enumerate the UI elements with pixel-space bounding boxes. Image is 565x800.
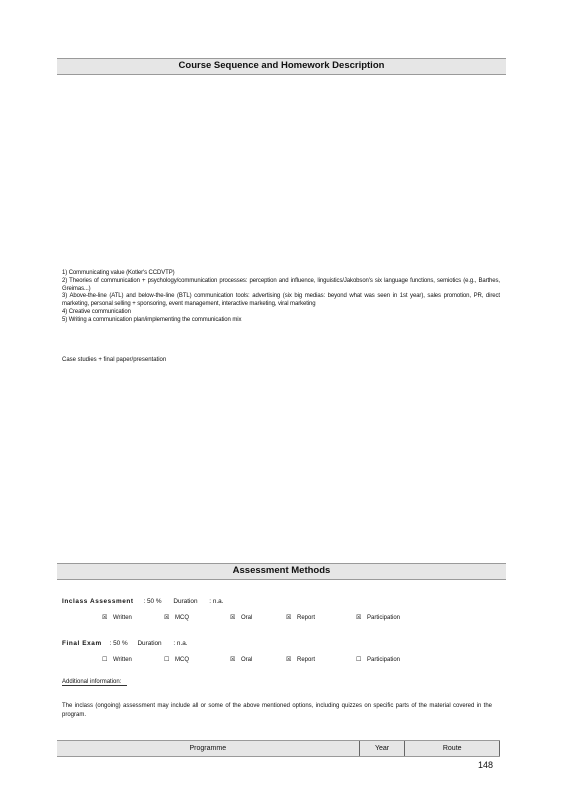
list-item: 1) Communicating value (Kotler's CCDVTP) — [62, 270, 175, 276]
option-label: Participation — [367, 615, 401, 621]
option-label: Participation — [367, 657, 401, 663]
option-label: Report — [297, 615, 316, 621]
course-sequence-list — [62, 270, 500, 325]
option-label: Written — [113, 615, 132, 621]
additional-information-label: Additional information: — [62, 679, 127, 686]
inclass-assessment-line — [62, 598, 224, 605]
final-option-participation[interactable] — [356, 656, 400, 663]
checkbox-checked-icon: ☒ — [164, 615, 170, 621]
option-label: Report — [297, 657, 316, 663]
option-label: MCQ — [175, 615, 189, 621]
final-exam-line — [62, 640, 188, 647]
checkbox-unchecked-icon: ☐ — [164, 657, 170, 663]
final-exam-percent: : 50 % — [109, 640, 128, 647]
final-exam-duration-value: : n.a. — [173, 640, 188, 647]
checkbox-checked-icon: ☒ — [356, 615, 362, 621]
option-label: Oral — [241, 615, 253, 621]
option-label: Oral — [241, 657, 253, 663]
checkbox-checked-icon: ☒ — [286, 657, 292, 663]
year-column-header: Year — [360, 741, 406, 756]
final-option-oral[interactable] — [230, 656, 252, 663]
additional-information-text: The inclass (ongoing) assessment may include all or some of the above mentioned options, including quizzes on specific parts of the material covered in the program. — [62, 703, 492, 718]
option-label: Written — [113, 657, 132, 663]
inclass-option-participation[interactable] — [356, 614, 400, 621]
inclass-duration-value: : n.a. — [209, 598, 224, 605]
checkbox-checked-icon: ☒ — [286, 615, 292, 621]
final-option-written[interactable] — [102, 656, 132, 663]
programme-table-header — [57, 740, 500, 757]
list-item: 4) Creative communication — [62, 308, 131, 315]
final-exam-label: Final Exam — [62, 640, 102, 647]
checkbox-unchecked-icon: ☐ — [102, 657, 108, 663]
final-exam-duration-label: Duration — [137, 640, 162, 647]
inclass-option-oral[interactable] — [230, 614, 252, 621]
list-item: 2) Theories of communication + psychology/communication processes: perception and influence, linguistics/Jakobson's six language functions, semiotics (e.g., Barthes, Greimas...) — [62, 277, 500, 292]
inclass-option-written[interactable] — [102, 614, 132, 621]
inclass-duration-label: Duration — [173, 598, 198, 605]
checkbox-checked-icon: ☒ — [230, 615, 236, 621]
case-studies-text: Case studies + final paper/presentation — [62, 357, 167, 363]
checkbox-unchecked-icon: ☐ — [356, 657, 362, 663]
checkbox-checked-icon: ☒ — [102, 615, 108, 621]
inclass-label: Inclass Assessment — [62, 598, 134, 605]
checkbox-checked-icon: ☒ — [230, 657, 236, 663]
page-number: 148 — [478, 760, 494, 770]
inclass-percent: : 50 % — [143, 598, 162, 605]
inclass-option-mcq[interactable] — [164, 614, 189, 621]
final-option-mcq[interactable] — [164, 656, 189, 663]
list-item: 3) Above-the-line (ATL) and below-the-line (BTL) communication tools: advertising (six big medias: beyond what was seen in 1st year), sales promotion, PR, direct marketing, personal selling + sponsoring, event management, interactive marketing, viral marketing — [62, 293, 500, 308]
option-label: MCQ — [175, 657, 189, 663]
assessment-methods-header: Assessment Methods — [57, 563, 506, 580]
course-sequence-header: Course Sequence and Homework Description — [57, 58, 506, 75]
final-option-report[interactable] — [286, 656, 315, 663]
programme-column-header: Programme — [57, 741, 360, 756]
inclass-option-report[interactable] — [286, 614, 315, 621]
list-item: 5) Writing a communication plan/implementing the communication mix — [62, 316, 242, 323]
route-column-header: Route — [405, 741, 500, 756]
